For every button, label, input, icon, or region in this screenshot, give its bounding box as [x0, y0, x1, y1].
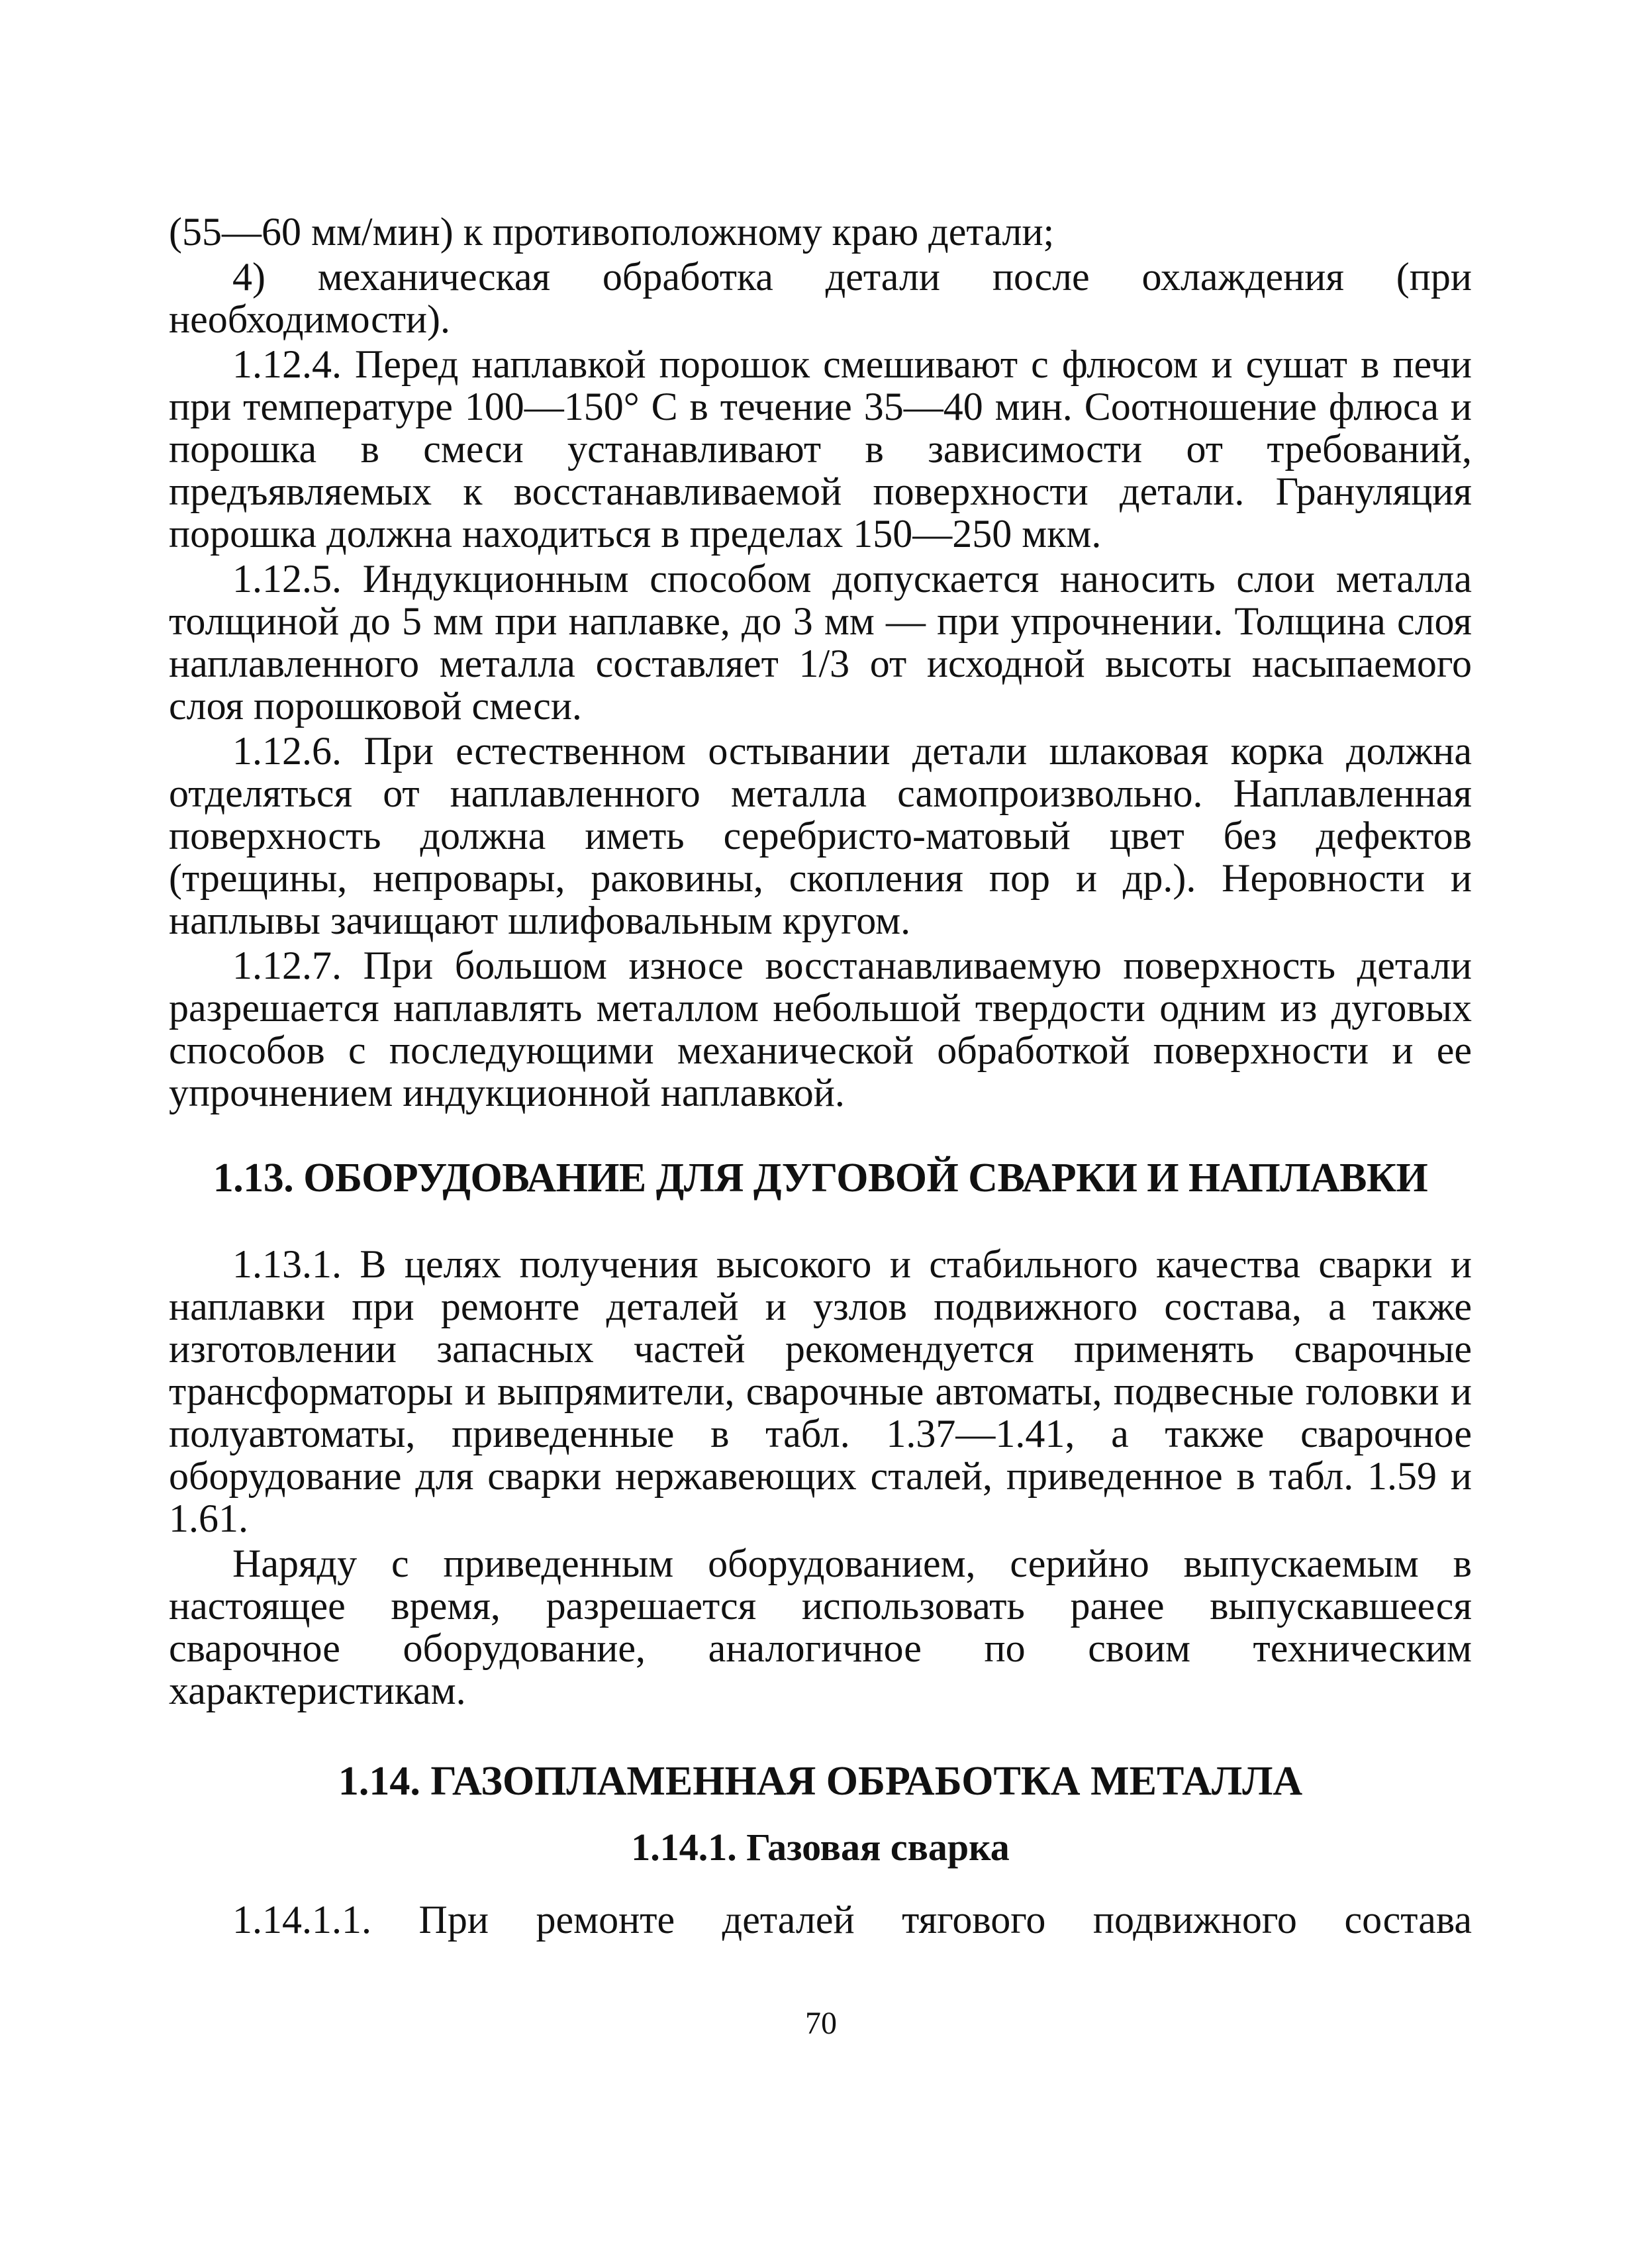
- paragraph-1-13-1: 1.13.1. В целях получения высокого и стабильного качества сварки и наплавки при ремонте деталей и узлов подвижного состава, а также изготовлении запасных частей рекомендуется применять сварочные трансформаторы и выпрямители, сварочные автоматы, подвесные головки и полуавтоматы, приведенные в табл. 1.37—1.41, а также сварочное оборудование для сварки нержавеющих сталей, приведенное в табл. 1.59 и 1.61.: [169, 1242, 1472, 1540]
- paragraph-continuation: (55—60 мм/мин) к противоположному краю детали;: [169, 210, 1055, 254]
- paragraph-list-item-4: 4) механическая обработка детали после охлаждения (при необходимости).: [169, 255, 1472, 341]
- section-heading-1-14: 1.14. ГАЗОПЛАМЕННАЯ ОБРАБОТКА МЕТАЛЛА: [338, 1759, 1303, 1804]
- paragraph-1-14-1-1: 1.14.1.1. При ремонте деталей тягового подвижного состава: [232, 1898, 1472, 1942]
- page-number: 70: [805, 2006, 837, 2041]
- paragraph-1-12-7: 1.12.7. При большом износе восстанавливаемую поверхность детали разрешается наплавлять металлом небольшой твердости одним из дуговых способов с последующими механической обработкой поверхности и ее упрочнением индукционной наплавкой.: [169, 944, 1472, 1114]
- section-heading-1-13: 1.13. ОБОРУДОВАНИЕ ДЛЯ ДУГОВОЙ СВАРКИ И НАПЛАВКИ: [213, 1156, 1428, 1201]
- subsection-heading-1-14-1: 1.14.1. Газовая сварка: [631, 1826, 1010, 1869]
- paragraph-1-12-6: 1.12.6. При естественном остывании детали шлаковая корка должна отделяться от наплавленного металла самопроизвольно. Наплавленная поверхность должна иметь серебристо-матовый цвет без дефектов (трещины, непровары, раковины, скопления пор и др.). Неровности и наплывы зачищают шлифовальным кругом.: [169, 729, 1472, 942]
- paragraph-1-12-4: 1.12.4. Перед наплавкой порошок смешивают с флюсом и сушат в печи при температуре 100—150° С в течение 35—40 мин. Соотношение флюса и порошка в смеси устанавливают в зависимости от требований, предъявляемых к восстанавливаемой поверхности детали. Грануляция порошка должна находиться в пределах 150—250 мкм.: [169, 342, 1472, 556]
- paragraph-1-12-5: 1.12.5. Индукционным способом допускается наносить слои металла толщиной до 5 мм при наплавке, до 3 мм — при упрочнении. Толщина слоя наплавленного металла составляет 1/3 от исходной высоты насыпаемого слоя порошковой смеси.: [169, 557, 1472, 728]
- document-page: [169, 211, 1472, 1941]
- paragraph-equipment-note: Наряду с приведенным оборудованием, серийно выпускаемым в настоящее время, разрешается использовать ранее выпускавшееся сварочное оборудование, аналогичное по своим техническим характеристикам.: [169, 1542, 1472, 1712]
